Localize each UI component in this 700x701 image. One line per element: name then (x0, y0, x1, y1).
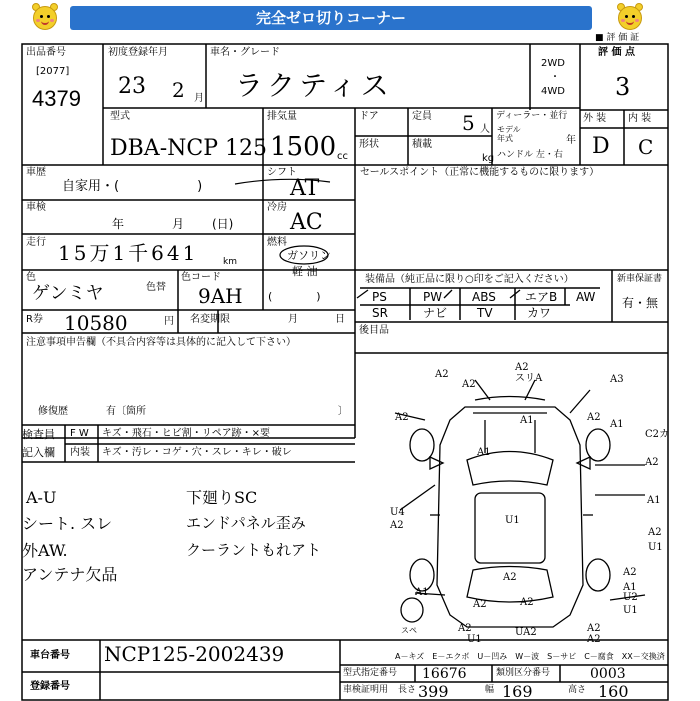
fuel-paren: ( ) (268, 290, 321, 303)
equip-abs: ABS (472, 290, 496, 304)
mark-25: U2 (623, 592, 638, 603)
inspector-label: 検査員 (22, 428, 55, 441)
mileage-unit: km (223, 257, 237, 267)
legend-text: A－キズ E－エクボ U－凹み W－波 S－サビ C－腐食 XX－交換済 (395, 652, 665, 661)
mark-8: A2 (587, 412, 601, 423)
class-value: 0003 (590, 666, 626, 682)
length-value: 399 (418, 682, 449, 701)
repair-value: 有〔箇所 (106, 406, 146, 417)
remark-right-3: クーラントもれアト (186, 541, 322, 559)
doors-label: ドア (359, 111, 379, 122)
equip-leather: カワ (527, 306, 552, 320)
warranty-label: 新車保証書 (617, 274, 663, 284)
remark-left-2: シート. スレ (22, 514, 113, 533)
dealer-model: モデル (497, 125, 521, 134)
mileage-label: 走行 (26, 237, 46, 248)
lot-label: 出品番号 (26, 47, 66, 58)
mark-16: U1 (505, 515, 520, 526)
repair-label: 修復歴 (38, 406, 68, 417)
recycle-value: 10580 (64, 311, 128, 335)
seats-label: 定員 (412, 111, 432, 122)
mark-1: A2 (435, 369, 449, 380)
mark-24: A2 (473, 599, 487, 610)
page-title: 完全ゼロ切りコーナー (70, 6, 592, 30)
corner-text: ■ 評 価 証 (595, 33, 640, 43)
interior-label: 内 装 (628, 113, 652, 124)
displacement-label: 排気量 (267, 111, 297, 122)
car-damage-diagram (355, 362, 670, 645)
shape-label: 形状 (359, 139, 379, 150)
name-change-label: 名変期限 (190, 314, 230, 325)
type-value: DBA-NCP 125 (110, 136, 267, 161)
equipment-label: 装備品（純正品に限り○印をご記入ください） (365, 274, 574, 285)
color-value: ゲンミヤ (32, 283, 104, 304)
designation-label: 型式指定番号 (343, 668, 398, 678)
height-label: 高さ (568, 685, 587, 695)
mark-27: スペ (401, 626, 417, 635)
length-label: 長さ (398, 685, 417, 695)
inspector-int-items: キズ・汚レ・コゲ・穴・スレ・キレ・破レ (102, 447, 292, 458)
exterior-label: 外 装 (583, 113, 607, 124)
name-change-month: 月 (288, 314, 298, 325)
lot-number: 4379 (32, 86, 81, 111)
mark-18: U1 (648, 542, 663, 553)
chassis-label: 車台番号 (30, 650, 70, 661)
width-value: 169 (502, 682, 533, 701)
dealer-year: 年式 (497, 134, 513, 143)
mark-21: A2 (623, 567, 637, 578)
mark-12: A1 (647, 495, 661, 506)
mark-15: A2 (390, 520, 404, 531)
mark-19: A1 (415, 587, 429, 598)
inspection-label: 車検 (26, 202, 46, 213)
equip-sr: SR (372, 306, 388, 320)
registration-month: 2 (172, 78, 185, 102)
aircon-label: 冷房 (267, 202, 287, 213)
mark-22: A1 (623, 582, 637, 593)
equip-navi: ナビ (423, 306, 448, 320)
displacement-value: 1500 (270, 132, 337, 162)
dealer-year-unit: 年 (566, 135, 576, 146)
mark-14: U4 (390, 507, 405, 518)
mark-13: A1 (477, 447, 491, 458)
notes-label: 注意事項申告欄（不具合内容等は具体的に記入して下さい） (26, 337, 296, 348)
mark-6: A2 (395, 412, 409, 423)
height-value: 160 (598, 682, 629, 701)
fuel-diesel: 軽 油 (292, 265, 318, 278)
capacity-unit: kg (482, 153, 495, 164)
remark-left-3: 外AW. (22, 541, 68, 560)
mark-4: A2 (515, 362, 529, 373)
lot-sub: [2077] (36, 66, 70, 77)
capacity-label: 積載 (412, 139, 432, 150)
fuel-gas: ガソリン (287, 249, 331, 262)
remark-right-1: 下廻りSC (186, 488, 258, 507)
history-label: 車歴 (26, 167, 46, 178)
type-label: 型式 (110, 111, 130, 122)
color-code-label: 色コード (181, 272, 221, 283)
shift-value: AT (290, 176, 320, 201)
equip-airbag: エアB (525, 290, 558, 304)
rear-seat-label: 後目品 (359, 325, 389, 336)
registration-year: 23 (118, 74, 146, 99)
mark-9: A1 (610, 419, 624, 430)
dealer-line1: ディーラー・並行 (496, 111, 568, 121)
mark-3: スリA (515, 373, 543, 384)
remark-left-1: A-U (26, 488, 57, 507)
model-name: ラクティス (235, 69, 393, 102)
equip-pw: PW (423, 290, 443, 304)
recycle-label: R券 (26, 314, 43, 325)
equip-ps: PS (372, 290, 387, 304)
shift-label: シフト (267, 167, 297, 178)
reg-number-label: 登録番号 (30, 681, 70, 692)
color-label: 色 (26, 272, 36, 283)
interior-grade: C (638, 135, 654, 159)
chassis-value: NCP125-2002439 (104, 642, 285, 666)
mileage-value: 15万1千641 (58, 241, 199, 265)
mark-32: U1 (467, 634, 482, 645)
mark-23: A2 (520, 597, 534, 608)
mark-20: A2 (503, 572, 517, 583)
repair-close: 〕 (338, 406, 348, 417)
exterior-grade: D (592, 134, 610, 159)
inspector-entry-label: 記入欄 (22, 446, 55, 459)
registration-label: 初度登録年月 (108, 47, 168, 58)
width-label: 幅 (485, 685, 495, 695)
equip-aw: AW (576, 290, 596, 304)
handle-text: ハンドル 左・右 (497, 150, 563, 160)
registration-month-unit: 月 (194, 93, 204, 104)
name-change-day: 日 (335, 314, 345, 325)
mark-2: A2 (462, 379, 476, 390)
mark-11: A2 (645, 457, 659, 468)
fuel-label: 燃料 (267, 237, 287, 248)
mark-31: A2 (587, 634, 601, 645)
inspection-day-unit: (日) (212, 217, 234, 231)
inspector-int-label: 内装 (70, 447, 90, 458)
designation-value: 16676 (422, 666, 467, 682)
displacement-unit: cc (337, 151, 348, 162)
drive-2wd: 2WD (541, 58, 565, 69)
warranty-value: 有・無 (622, 296, 659, 310)
mark-26: U1 (623, 605, 638, 616)
inspection-year-unit: 年 (112, 217, 125, 231)
mark-29: UA2 (515, 627, 537, 638)
remark-right-2: エンドパネル歪み (186, 514, 306, 532)
seats-value: 5 (462, 111, 475, 135)
class-label: 類別区分番号 (496, 668, 551, 678)
inspector-fw-items: キズ・飛石・ヒビ割・リペア跡・×要 (102, 428, 270, 439)
drive-4wd: 4WD (541, 86, 565, 97)
seats-unit: 人 (480, 124, 490, 135)
color-swap-label: 色替 (146, 282, 166, 293)
remark-left-4: アンテナ欠品 (22, 565, 118, 584)
cert-label: 車検証明用 (343, 685, 389, 695)
aircon-value: AC (290, 210, 323, 235)
inspection-month-unit: 月 (172, 217, 185, 231)
grade-value: 3 (615, 73, 631, 101)
model-label: 車名・グレード (210, 47, 280, 58)
mark-10: C2カ (645, 429, 670, 440)
mark-7: A1 (520, 415, 534, 426)
mark-28: A2 (458, 623, 472, 634)
color-code-value: 9AH (198, 284, 243, 308)
recycle-unit: 円 (164, 316, 174, 327)
sales-point-label: セールスポイント（正常に機能するものに限ります） (360, 167, 600, 178)
drive-dot: ・ (550, 72, 560, 83)
history-value: 自家用・( ) (62, 179, 203, 194)
equip-tv: TV (477, 306, 493, 320)
mark-30: A2 (587, 623, 601, 634)
grade-label: 評 価 点 (598, 47, 635, 58)
mark-17: A2 (648, 527, 662, 538)
inspector-fw-label: F W (70, 428, 89, 439)
mark-5: A3 (610, 374, 624, 385)
